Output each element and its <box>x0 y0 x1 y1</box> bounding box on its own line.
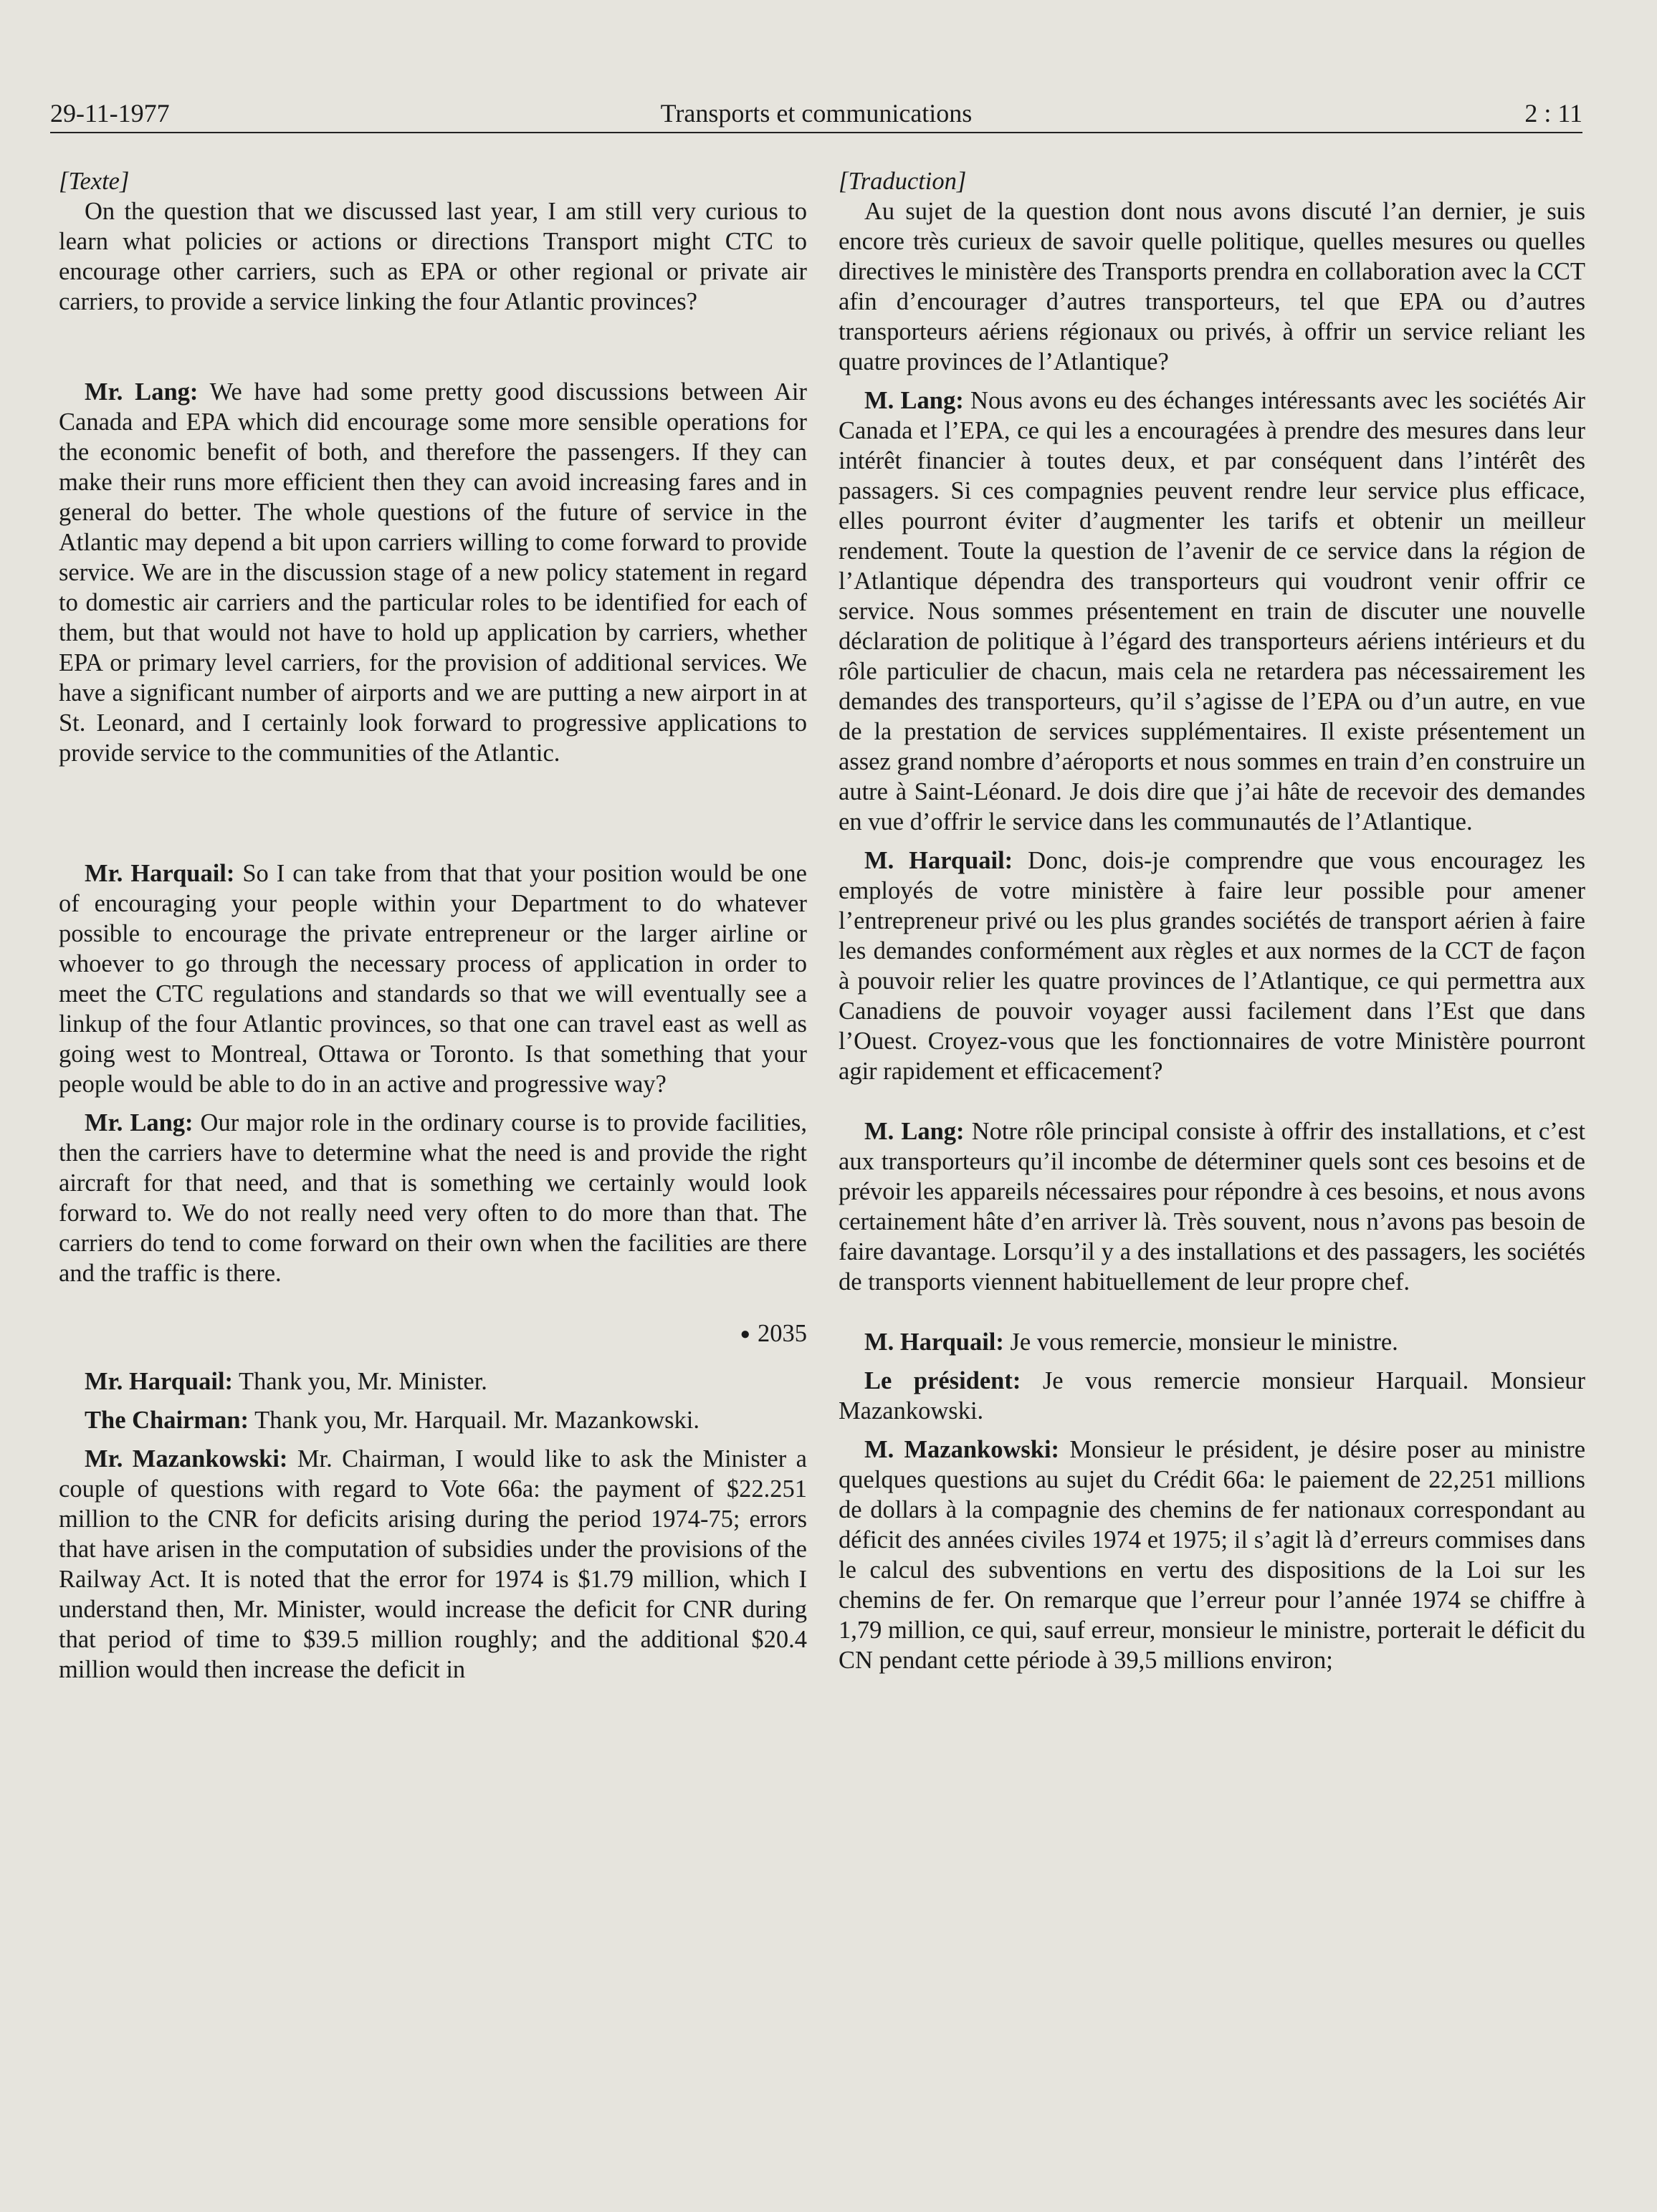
paragraph <box>839 846 1585 1086</box>
paragraph <box>839 386 1585 837</box>
speaker-name: Mr. Mazankowski: <box>85 1445 288 1473</box>
paragraph <box>59 377 807 768</box>
paragraph-text: Donc, dois-je comprendre que vous encouragez les employés de votre ministère à faire leur possible pour amener l’entrepreneur privé ou les plus grandes sociétés de transport aérien à faire les demandes conformément aux règles et aux normes de la CCT de façon à pouvoir relier les quatre provinces de l’Atlantique, ce qui permettra aux Canadiens de pouvoir voyager aussi facilement dans l’Est que dans l’Ouest. Croyez-vous que les fonctionnaires de votre Ministère pourront agir rapidement et efficacement? <box>839 847 1585 1085</box>
paragraph <box>839 1327 1585 1357</box>
paragraph-text: Nous avons eu des échanges intéressants avec les sociétés Air Canada et l’EPA, ce qui les a encouragées à prendre des mesures dans leur intérêt financier à toutes deux, et par conséquent dans l’intérêt des passagers. Si ces compagnies peuvent rendre leur service plus efficace, elles pourront éviter d’augmenter les tarifs et obtenir un meilleur rendement. Toute la question de l’avenir de ce service dans la région de l’Atlantique dépendra des transporteurs qui voudront venir offrir ce service. Nous sommes présentement en train de discuter une nouvelle déclaration de politique à l’égard des transporteurs aériens intérieurs et du rôle particulier de chacun, mais cela ne retardera pas nécessairement les demandes des transporteurs, qu’il s’agisse de l’EPA ou d’un autre, en vue de la prestation de services supplémentaires. Il existe présentement un assez grand nombre d’aéroports et nous sommes en train d’en construire un autre à Saint-Léonard. Je dois dire que j’ai hâte de recevoir des demandes en vue d’offrir le service dans les communautés de l’Atlantique. <box>839 387 1586 836</box>
paragraph <box>59 1366 807 1397</box>
section-tag: [Traduction] <box>839 168 967 195</box>
paragraph-text: On the question that we discussed last year, I am still very curious to learn what policies or actions or directions Transport might CTC to encourage other carriers, such as EPA or other regional or private air carriers, to provide a service linking the four Atlantic provinces? <box>59 198 807 315</box>
speaker-name: M. Harquail: <box>864 847 1013 874</box>
paragraph-text: Je vous remercie monsieur Harquail. Monsieur Mazankowski. <box>839 1367 1585 1425</box>
paragraph <box>839 1435 1585 1675</box>
speaker-name: Mr. Lang: <box>85 1109 194 1136</box>
paragraph-text: Mr. Chairman, I would like to ask the Minister a couple of questions with regard to Vote 66a: the payment of $22.251 million to the CNR for deficits arising during the period 1974-75; errors that have arisen in the computation of subsidies under the provisions of the Railway Act. It is noted that the error for 1974 is $1.79 million, which I understand then, Mr. Minister, would increase the deficit for CNR during that period of time to $39.5 million roughly; and the additional $20.4 million would then increase the deficit in <box>59 1445 807 1683</box>
section-tag-text: Traduction <box>848 168 957 195</box>
paragraph-text: Je vous remercie, monsieur le ministre. <box>1003 1328 1398 1356</box>
page-header <box>50 86 1582 129</box>
paragraph <box>839 1116 1585 1297</box>
right-column <box>839 166 1585 1675</box>
header-rule <box>50 132 1582 133</box>
time-marker-text: 2035 <box>758 1320 807 1347</box>
speaker-name: M. Harquail: <box>864 1328 1004 1356</box>
header-date: 29-11-1977 <box>50 99 170 128</box>
paragraph-text: We have had some pretty good discussions between Air Canada and EPA which did encourage some more sensible operations for the economic benefit of both, and therefore the passengers. If they can make their runs more efficient then they can avoid increasing fares and in general do better. The whole questions of the future of service in the Atlantic may depend a bit upon carriers willing to come forward to provide service. We are in the discussion stage of a new policy statement in regard to domestic air carriers and the particular roles to be identified for each of them, but that would not have to hold up application by carriers, whether EPA or primary level carriers, for the provision of additional services. We have a significant number of airports and we are putting a new airport in at St. Leonard, and I certainly look forward to progressive applications to provide service to the communities of the Atlantic. <box>59 378 807 767</box>
bullet-icon: ● <box>740 1325 750 1344</box>
paragraph-text: Monsieur le président, je désire poser au ministre quelques questions au sujet du Crédit 66a: le paiement de 22,251 millions de dollars à la compagnie des chemins de fer nationaux correspondant au déficit des années civiles 1974 et 1975; il s’agit là d’erreurs commises dans le calcul des subventions en vertu des dispositions de la Loi sur les chemins de fer. On remarque que l’erreur pour l’année 1974 se chiffre à 1,79 million, ce qui, sauf erreur, monsieur le ministre, porterait le déficit du CN pendant cette période à 39,5 millions environ; <box>839 1436 1586 1674</box>
left-column <box>59 166 807 1685</box>
paragraph <box>59 196 807 317</box>
header-page-number: 2 : 11 <box>1524 99 1582 128</box>
section-tag: [Texte] <box>59 168 130 195</box>
speaker-name: M. Lang: <box>864 1118 965 1145</box>
paragraph <box>59 858 807 1099</box>
paragraph <box>839 1366 1585 1426</box>
speaker-name: Le président: <box>864 1367 1021 1394</box>
section-tag-text: Texte <box>68 168 120 195</box>
paragraph <box>59 1108 807 1288</box>
speaker-name: M. Mazankowski: <box>864 1436 1060 1463</box>
speaker-name: The Chairman: <box>85 1407 249 1434</box>
header-title: Transports et communications <box>660 99 973 128</box>
speaker-name: Mr. Harquail: <box>85 1368 234 1395</box>
paragraph-text: Notre rôle principal consiste à offrir des installations, et c’est aux transporteurs qu’il incombe de déterminer quels sont ces besoins et de prévoir les appareils nécessaires pour répondre à ces besoins, et nous avons certainement hâte d’en arriver là. Très souvent, nous n’avons pas besoin de faire davantage. Lorsqu’il y a des installations et des passagers, les sociétés de transports viennent habituellement de leur propre chef. <box>839 1118 1586 1296</box>
paragraph-text: Au sujet de la question dont nous avons discuté l’an dernier, je suis encore très curieux de savoir quelle politique, quelles mesures ou quelles directives le ministère des Transports prendra en collaboration avec la CCT afin d’encourager d’autres transporteurs, tel que EPA ou d’autres transporteurs aériens régionaux ou privés, à offrir un service reliant les quatre provinces de l’Atlantique? <box>839 198 1585 375</box>
paragraph-text: Thank you, Mr. Harquail. Mr. Mazankowski. <box>249 1407 699 1434</box>
speaker-name: Mr. Lang: <box>85 378 199 406</box>
time-marker <box>59 1318 807 1349</box>
paragraph-text: So I can take from that that your position would be one of encouraging your people within your Department to do whatever possible to encourage the private entrepreneur or the larger airline or whoever to go through the necessary process of application in order to meet the CTC regulations and standards so that we will eventually see a linkup of the four Atlantic provinces, so that one can travel east as well as going west to Montreal, Ottawa or Toronto. Is that something that your people would be able to do in an active and progressive way? <box>59 860 807 1098</box>
paragraph <box>59 1444 807 1685</box>
paragraph <box>839 196 1585 377</box>
speaker-name: M. Lang: <box>864 387 964 414</box>
paragraph-text: Our major role in the ordinary course is to provide facilities, then the carriers have to determine what the need is and provide the right aircraft for that need, and that is something we certainly would look forward to. We do not really need very often to do more than that. The carriers do tend to come forward on their own when the facilities are there and the traffic is there. <box>59 1109 807 1287</box>
paragraph <box>59 1405 807 1435</box>
speaker-name: Mr. Harquail: <box>85 860 235 887</box>
paragraph-text: Thank you, Mr. Minister. <box>233 1368 487 1395</box>
